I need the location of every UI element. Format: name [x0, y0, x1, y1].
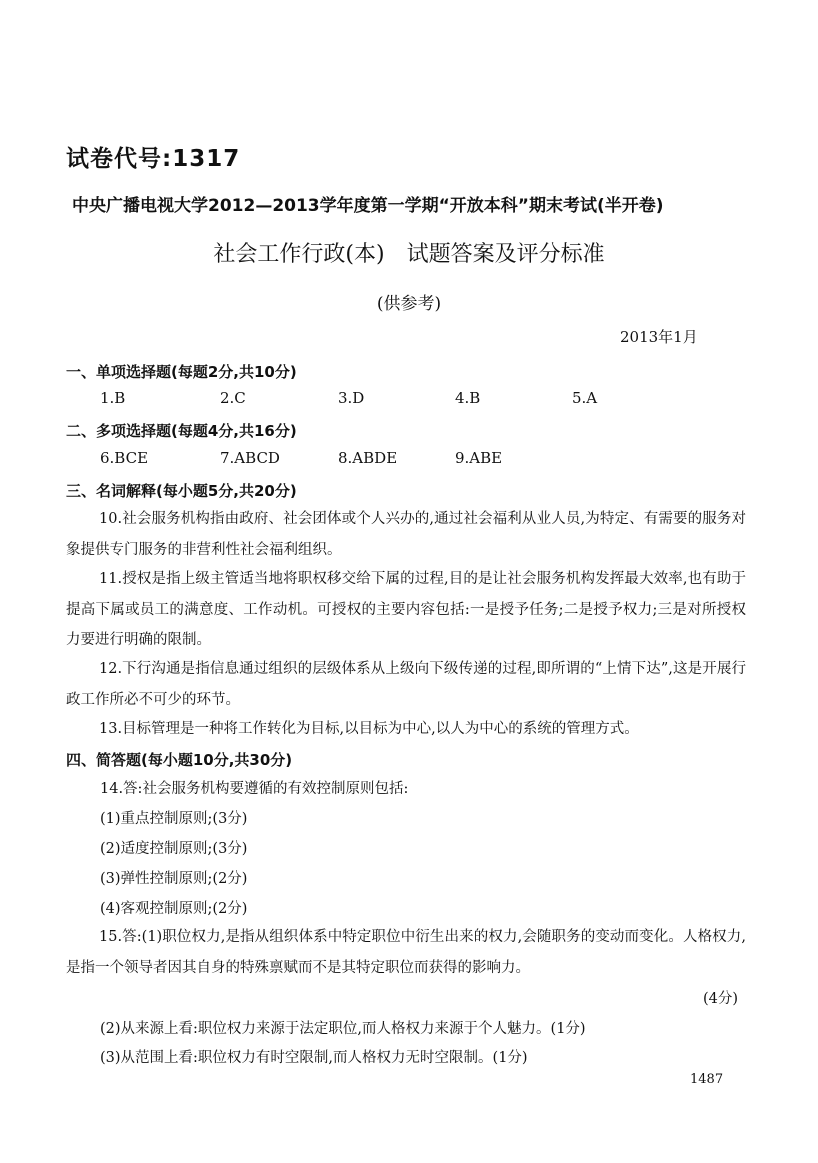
score-note: (4分)	[702, 991, 738, 1007]
section-3-heading: 三、名词解释(每小题5分,共20分)	[66, 482, 297, 500]
answer-15-part-3: (3)从范围上看:职位权力有时空限制,而人格权力无时空限制。(1分)	[100, 1050, 528, 1066]
answer-14-item: (4)客观控制原则;(2分)	[100, 901, 248, 917]
document-title: 社会工作行政(本) 试题答案及评分标准	[213, 242, 605, 267]
document-date: 2013年1月	[620, 328, 698, 346]
answer-6: 6.BCE	[100, 449, 149, 467]
section-1-heading: 一、单项选择题(每题2分,共10分)	[66, 363, 297, 381]
answer-2: 2.C	[220, 389, 246, 407]
answer-14-item: (2)适度控制原则;(3分)	[100, 841, 248, 857]
answer-13: 13.目标管理是一种将工作转化为目标,以目标为中心,以人为中心的系统的管理方式。	[99, 721, 639, 737]
answer-7: 7.ABCD	[220, 449, 280, 467]
answer-1: 1.B	[100, 389, 126, 407]
answer-14-item: (1)重点控制原则;(3分)	[100, 811, 248, 827]
answer-10: 10.社会服务机构指由政府、社会团体或个人兴办的,通过社会福利从业人员,为特定、有需要的服务对象提供专门服务的非营利性社会福利组织。	[66, 511, 746, 558]
answer-12: 12.下行沟通是指信息通过组织的层级体系从上级向下级传递的过程,即所谓的“上情下达”,这是开展行政工作所必不可少的环节。	[66, 661, 746, 708]
exam-title: 中央广播电视大学2012—2013学年度第一学期“开放本科”期末考试(半开卷)	[72, 196, 664, 216]
exam-code: 试卷代号:1317	[66, 146, 241, 172]
answer-14-intro: 14.答:社会服务机构要遵循的有效控制原则包括:	[100, 781, 409, 797]
answer-4: 4.B	[455, 389, 481, 407]
answer-5: 5.A	[572, 389, 598, 407]
reference-note: (供参考)	[376, 294, 442, 314]
section-4-heading: 四、简答题(每小题10分,共30分)	[66, 751, 293, 769]
page-number: 1487	[690, 1072, 724, 1087]
answer-9: 9.ABE	[455, 449, 503, 467]
section-2-heading: 二、多项选择题(每题4分,共16分)	[66, 422, 297, 440]
answer-14-item: (3)弹性控制原则;(2分)	[100, 871, 248, 887]
answer-8: 8.ABDE	[338, 449, 398, 467]
answer-3: 3.D	[338, 389, 365, 407]
answer-11: 11.授权是指上级主管适当地将职权移交给下属的过程,目的是让社会服务机构发挥最大效率,也有助于提高下属或员工的满意度、工作动机。可授权的主要内容包括:一是授予任务;二是授予权力;三是对所授权力要进行明确的限制。	[66, 571, 746, 648]
answer-15-part-1: 15.答:(1)职位权力,是指从组织体系中特定职位中衍生出来的权力,会随职务的变动而变化。人格权力,是指一个领导者因其自身的特殊禀赋而不是其特定职位而获得的影响力。	[66, 929, 746, 976]
answer-15-part-2: (2)从来源上看:职位权力来源于法定职位,而人格权力来源于个人魅力。(1分)	[100, 1021, 586, 1037]
